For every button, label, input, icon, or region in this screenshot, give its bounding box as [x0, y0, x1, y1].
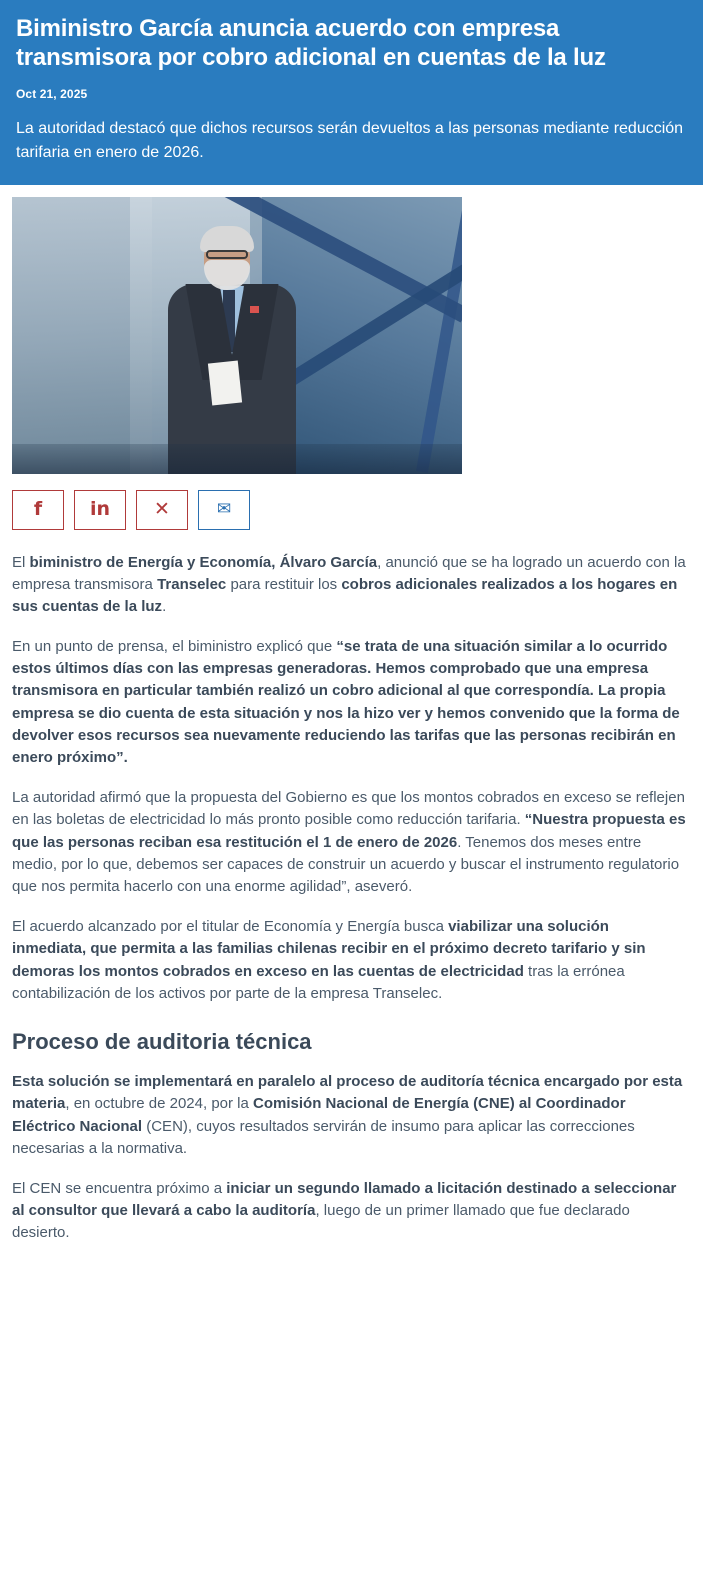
article-lead: La autoridad destacó que dichos recursos serán devueltos a las personas mediante reducción tarifaria en enero de 2026. — [16, 119, 684, 161]
person-lapel-pin — [250, 306, 259, 313]
page-title: Biministro García anuncia acuerdo con empresa transmisora por cobro adicional en cuentas de la luz — [16, 15, 606, 72]
article-image — [12, 197, 462, 474]
publish-date: Oct 21, 2025 — [16, 86, 88, 101]
section-title: Proceso de auditoria técnica — [12, 1028, 312, 1054]
person-hair — [200, 226, 254, 252]
linkedin-icon: in — [89, 498, 111, 521]
image-foreground-shadow — [12, 444, 462, 474]
paragraph: Esta solución se implementará en paralelo al proceso de auditoría técnica encargado por esta materia, en octubre de 2024, por la Comisión Nacional de Energía (CNE) al Coordinador Eléctrico Nacional (CEN), cuyos resultados servirán de insumo para aplicar las correcciones necesarias a la normativa. — [12, 1073, 683, 1157]
person-glasses — [206, 250, 248, 259]
share-facebook-button[interactable] — [12, 490, 64, 530]
paragraph: En un punto de prensa, el biministro explicó que “se trata de una situación similar a lo ocurrido estos últimos días con las empresas generadoras. Hemos comprobado que una empresa transmisora en particular también realizó un cobro adicional al que correspondía. La propia empresa se dio cuenta de esta situación y nos la hizo ver y hemos convenido que la forma de devolver esos recursos sea nuevamente reduciendo las tarifas que las personas recibirán en enero próximo”. — [12, 638, 680, 767]
share-email-button[interactable] — [198, 490, 250, 530]
share-linkedin-button[interactable] — [74, 490, 126, 530]
facebook-icon: f — [33, 498, 43, 521]
article-figure-wrap — [0, 185, 703, 474]
article-body — [0, 530, 703, 1291]
person-figure — [132, 224, 332, 474]
paragraph: La autoridad afirmó que la propuesta del Gobierno es que los montos cobrados en exceso se reflejen en las boletas de electricidad lo más pronto posible como reducción tarifaria. “Nuestra propuesta es que las personas reciban esa restitución el 1 de enero de 2026. Tenemos dos meses entre medio, por lo que, debemos ser capaces de construir un acuerdo y buscar el instrumento regulatorio que nos permita hacerlo con una enorme agilidad”, aseveró. — [12, 789, 686, 895]
article-header — [0, 0, 703, 185]
paragraph: El CEN se encuentra próximo a iniciar un segundo llamado a licitación destinado a seleccionar al consultor que llevará a cabo la auditoría, luego de un primer llamado que fue declarado desierto. — [12, 1180, 677, 1242]
person-papers — [208, 360, 242, 405]
paragraph: El biministro de Energía y Economía, Álvaro García, anunció que se ha logrado un acuerdo con la empresa transmisora Transelec para restituir los cobros adicionales realizados a los hogares en sus cuentas de la luz. — [12, 553, 686, 615]
paragraph: El acuerdo alcanzado por el titular de Economía y Energía busca viabilizar una solución inmediata, que permita a las familias chilenas recibir en el próximo decreto tarifario y sin demoras los montos cobrados en exceso en las cuentas de electricidad tras la errónea contabilización de los activos por parte de la empresa Transelec. — [12, 918, 646, 1002]
share-bar — [0, 474, 703, 530]
share-x-button[interactable] — [136, 490, 188, 530]
mail-icon: ✉ — [216, 499, 232, 520]
x-twitter-icon: ✕ — [154, 498, 170, 521]
